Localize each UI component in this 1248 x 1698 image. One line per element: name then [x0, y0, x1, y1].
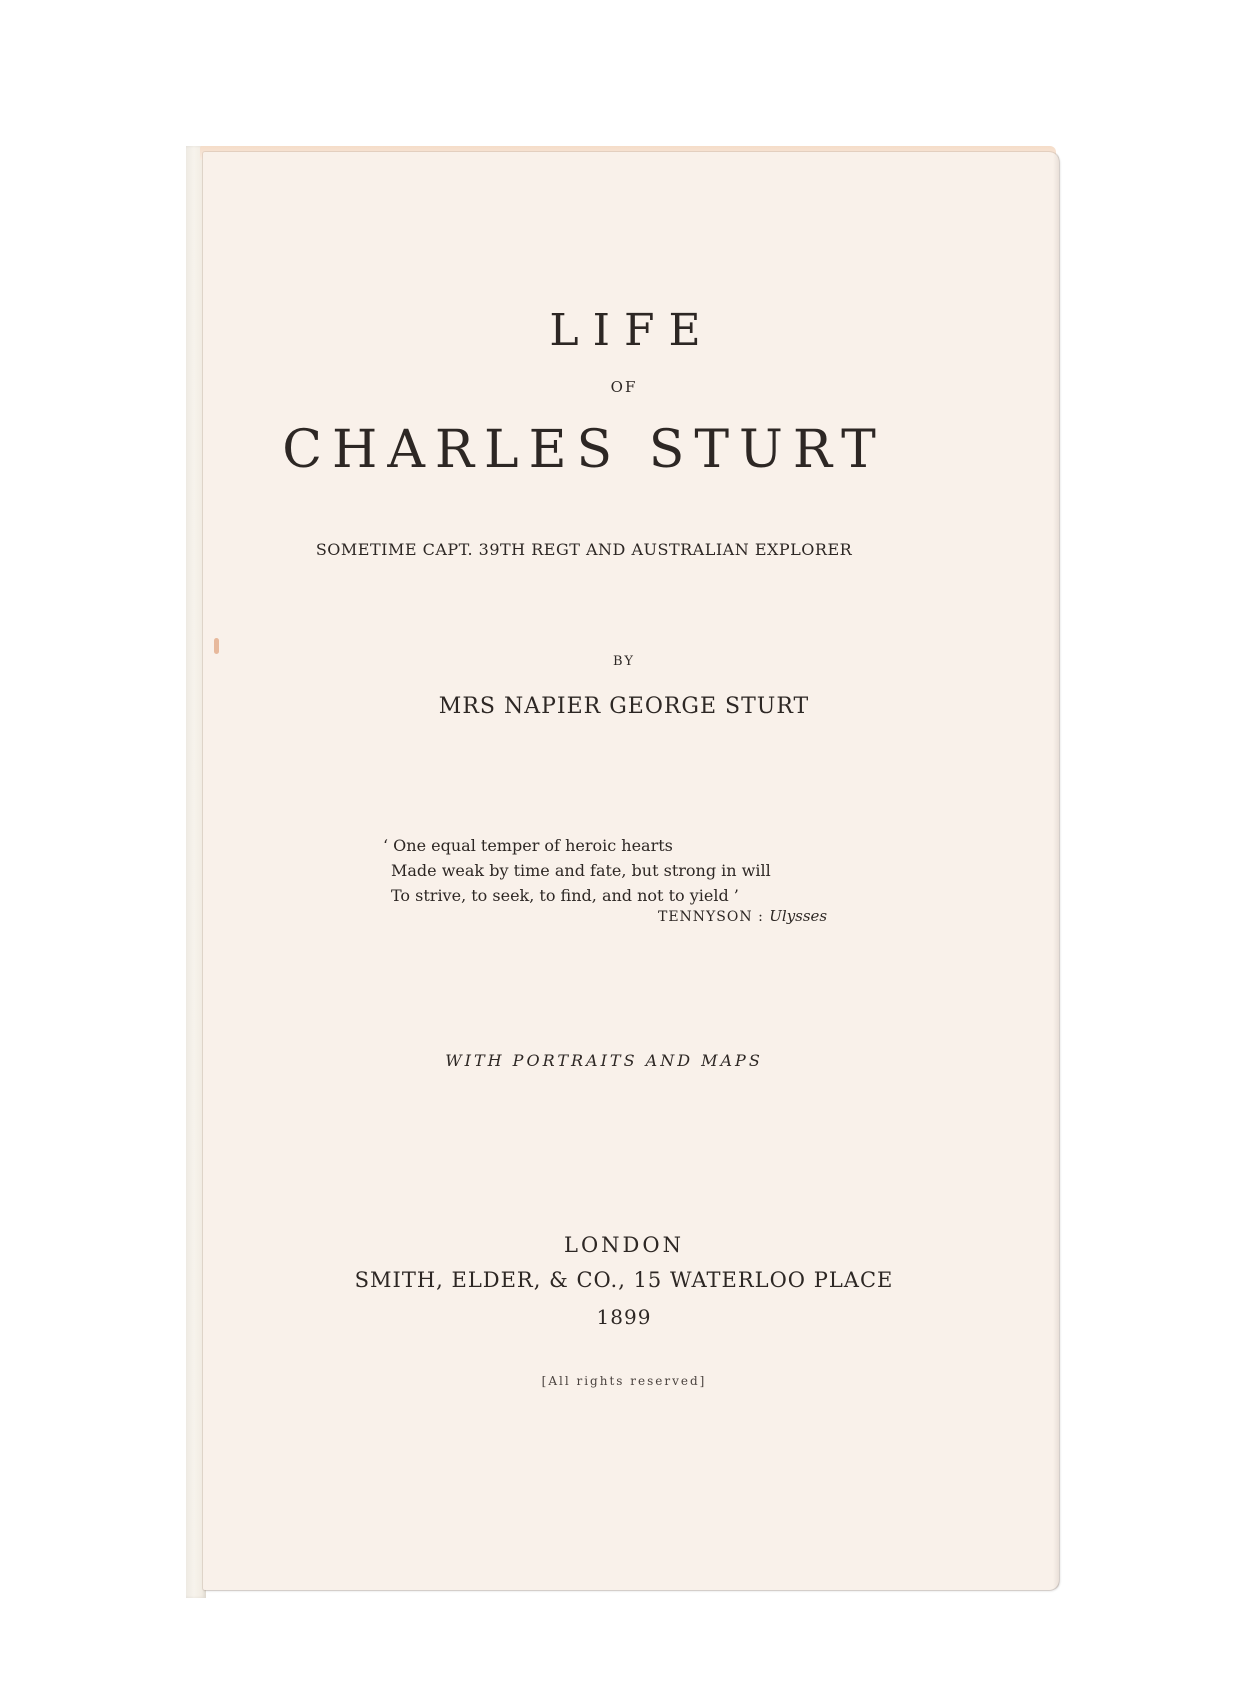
imprint-publisher: SMITH, ELDER, & CO., 15 WATERLOO PLACE	[354, 1268, 894, 1292]
epigraph-attribution	[658, 907, 827, 925]
author-name: MRS NAPIER GEORGE STURT	[438, 694, 810, 719]
by-label: BY	[613, 654, 635, 669]
imprint-year: 1899	[596, 1305, 652, 1329]
subtitle: SOMETIME CAPT. 39TH REGT AND AUSTRALIAN EXPLORER	[315, 540, 853, 559]
epigraph-line: To strive, to seek, to find, and not to yield ’	[391, 886, 739, 905]
epigraph-line: Made weak by time and fate, but strong in will	[391, 861, 771, 880]
imprint-place: LONDON	[564, 1233, 684, 1257]
title-life: LIFE	[549, 305, 715, 356]
illustrations-note: WITH PORTRAITS AND MAPS	[445, 1051, 763, 1070]
paper-stain	[214, 638, 219, 654]
epigraph-line: ‘ One equal temper of heroic hearts	[383, 836, 673, 855]
attribution-work: Ulysses	[769, 907, 828, 925]
title-charles-sturt: CHARLES STURT	[282, 420, 886, 480]
rights-notice: [All rights reserved]	[541, 1374, 707, 1388]
epigraph	[383, 833, 771, 908]
title-of: OF	[610, 378, 638, 396]
attribution-author: TENNYSON :	[658, 909, 764, 925]
